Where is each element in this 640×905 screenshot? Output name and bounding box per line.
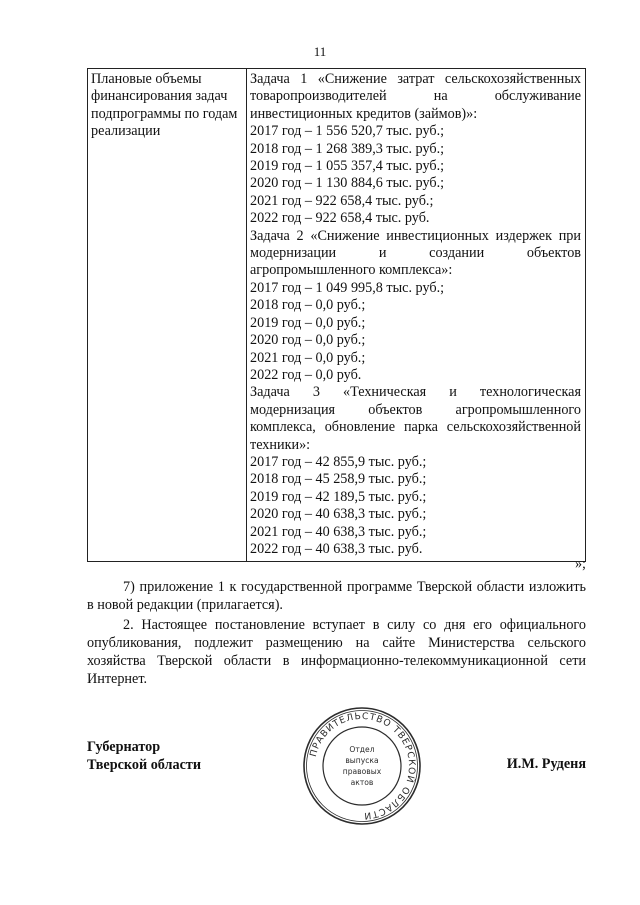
official-seal-icon bbox=[301, 705, 423, 827]
signatory-title bbox=[87, 738, 201, 774]
seal-ring-text: ПРАВИТЕЛЬСТВО ТВЕРСКОЙ ОБЛАСТИ bbox=[307, 710, 418, 822]
task2-year-2017: 2017 год – 1 049 995,8 тыс. руб.; bbox=[250, 279, 445, 296]
task2-title: Задача 2 «Снижение инвестиционных издержек при модернизации и создании объектов агропромышленного комплекса»: bbox=[250, 227, 581, 279]
task3-year-2019: 2019 год – 42 189,5 тыс. руб.; bbox=[250, 488, 427, 505]
closing-quote: »; bbox=[574, 556, 586, 572]
signatory-title-line1: Губернатор bbox=[87, 739, 161, 755]
task2-year-2021: 2021 год – 0,0 руб.; bbox=[250, 349, 366, 366]
paragraph-entry-into-force: 2. Настоящее постановление вступает в силу со дня его официального опубликования, подлежит размещению на сайте Министерства сельского хозяйства Тверской области в информационно-телекоммуникационной сети Интернет. bbox=[87, 617, 586, 687]
task1-year-2022: 2022 год – 922 658,4 тыс. руб. bbox=[250, 210, 430, 227]
financing-label-cell: Плановые объемы финансирования задач подпрограммы по годам реализации bbox=[88, 69, 247, 562]
task2-year-2018: 2018 год – 0,0 руб.; bbox=[250, 297, 366, 314]
task2-year-2022: 2022 год – 0,0 руб. bbox=[250, 366, 362, 383]
task1-year-2019: 2019 год – 1 055 357,4 тыс. руб.; bbox=[250, 158, 445, 175]
task3-year-2021: 2021 год – 40 638,3 тыс. руб.; bbox=[250, 523, 427, 540]
task3-year-2018: 2018 год – 45 258,9 тыс. руб.; bbox=[250, 471, 427, 488]
seal-center-line3: правовых bbox=[342, 767, 382, 776]
task1-title: Задача 1 «Снижение затрат сельскохозяйственных товаропроизводителей на обслуживание инвестиционных кредитов (займов)»: bbox=[250, 71, 581, 122]
task1-year-2021: 2021 год – 922 658,4 тыс. руб.; bbox=[250, 192, 434, 209]
signatory-title-line2: Тверской области bbox=[87, 757, 202, 773]
task3-year-2022: 2022 год – 40 638,3 тыс. руб. bbox=[250, 540, 423, 557]
table-row bbox=[88, 69, 586, 562]
task1-year-2018: 2018 год – 1 268 389,3 тыс. руб.; bbox=[250, 140, 445, 157]
page-number: 11 bbox=[313, 44, 327, 59]
task3-title: Задача 3 «Техническая и технологическая модернизация объектов агропромышленного комплекса, обновление парка сельскохозяйственной техники»: bbox=[250, 384, 581, 453]
task2-year-2020: 2020 год – 0,0 руб.; bbox=[250, 332, 366, 349]
task1-year-2017: 2017 год – 1 556 520,7 тыс. руб.; bbox=[250, 123, 445, 140]
seal-inner-ring bbox=[323, 727, 401, 805]
financing-table bbox=[87, 68, 586, 562]
task3-year-2020: 2020 год – 40 638,3 тыс. руб.; bbox=[250, 506, 427, 523]
task3-year-2017: 2017 год – 42 855,9 тыс. руб.; bbox=[250, 453, 427, 470]
seal-center-line4: актов bbox=[350, 778, 374, 787]
task1-year-2020: 2020 год – 1 130 884,6 тыс. руб.; bbox=[250, 175, 445, 192]
seal-center-line2: выпуска bbox=[345, 756, 379, 765]
signatory-name: И.М. Руденя bbox=[506, 756, 586, 772]
seal-center-line1: Отдел bbox=[349, 745, 375, 754]
task2-year-2019: 2019 год – 0,0 руб.; bbox=[250, 314, 366, 331]
seal-outer-ring bbox=[304, 708, 420, 824]
paragraph-amendment: 7) приложение 1 к государственной программе Тверской области изложить в новой редакции (прилагается). bbox=[87, 579, 586, 613]
financing-values-cell bbox=[247, 69, 586, 562]
